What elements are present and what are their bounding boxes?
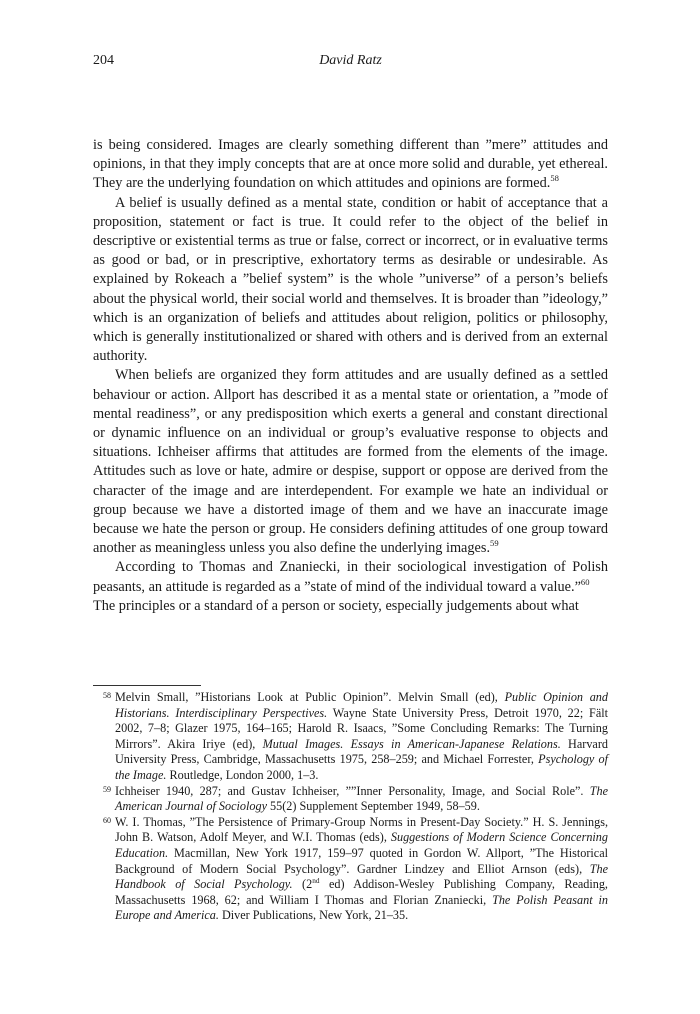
running-head: David Ratz <box>319 53 382 68</box>
paragraph-2 <box>93 194 608 367</box>
footnote-text: Diver Publications, New York, 21–35. <box>218 908 409 923</box>
footnote-title: Mutual Images. Essays in American-Japanese Relations. <box>262 736 561 751</box>
footnote-mark: 59 <box>103 784 111 794</box>
paragraph-text: When beliefs are organized they form attitudes and are usually defined as a settled behaviour or action. Allport has described it as a mental state or orientation, a ”mode of mental readiness”, or any predisposition which exerts a general and constant directional or dynamic influence on an individual or group’s evaluative response to objects and situations. Ichheiser affirms that attitudes are formed from the elements of the image. Attitudes such as love or hate, admire or despise, support or oppose are derived from the character of the image and are interdependent. For example we hate an individual or group because we have a distorted image of them and we have an inaccurate image because we hate the person or group. He considers defining attitudes of one group toward another as meaningless unless you also define the underlying images. <box>93 367 608 557</box>
paragraph-4 <box>93 558 608 616</box>
footnote-text: Harvard University Press, Cambridge, Massachusetts 1975, 258–259; and Michael Forrester, <box>115 736 608 767</box>
footnote-59 <box>93 784 608 815</box>
body-text <box>93 136 608 616</box>
footnote-title: Suggestions of Modern Science Concerning Education. <box>115 830 608 860</box>
footnote-text: Routledge, London 2000, 1–3. <box>166 767 319 782</box>
footnote-58 <box>93 690 608 784</box>
footnote-title: Psychology of the Image. <box>115 752 608 782</box>
footnote-60 <box>93 815 608 924</box>
footnote-text: Macmillan, New York 1917, 159–97 quoted in Gordon W. Allport, ”The Historical Background of Modern Social Psychology”. Gardner Lindzey and Elliot Arnson (eds), <box>115 845 608 876</box>
footnote-title: The Polish Peasant in Europe and America. <box>115 892 608 923</box>
footnote-mark: 58 <box>103 691 111 700</box>
paragraph-text: According to Thomas and Znaniecki, in their sociological investigation of Polish peasants, an attitude is regarded as a ”state of mind of the individual toward a value.” <box>93 559 608 595</box>
footnote-ref[interactable]: 58 <box>550 173 559 184</box>
paragraph-1 <box>93 136 608 194</box>
footnote-text: (2 <box>292 877 313 892</box>
footnote-title: The American Journal of Sociology <box>115 783 608 814</box>
paragraph-text: The principles or a standard of a person or society, especially judgements about what <box>93 597 579 614</box>
footnote-text: 55(2) Supplement September 1949, 58–59. <box>266 799 480 814</box>
page-header <box>93 53 608 73</box>
footnote-text: ed) Addison-Wesley Publishing Company, Reading, Massachusetts 1968, 62; and William I Thomas and Florian Znaniecki, <box>115 877 608 907</box>
footnote-text: W. I. Thomas, ”The Persistence of Primary-Group Norms in Present-Day Society.” H. S. Jennings, John B. Watson, Adolf Meyer, and W.I. Thomas (eds), <box>115 814 608 845</box>
paragraph-3 <box>93 366 608 558</box>
footnote-text: Wayne State University Press, Detroit 1970, 22; Fält 2002, 7–8; Glazer 1975, 164–165; Harold R. Isaacs, ”Some Concluding Remarks: The Turning Mirrors”. Akira Iriye (ed), <box>115 705 608 751</box>
footnote-text: Melvin Small, ”Historians Look at Public Opinion”. Melvin Small (ed), <box>115 690 505 704</box>
footnote-title: Public Opinion and Historians. Interdisciplinary Perspectives. <box>115 690 608 720</box>
footnote-superscript: nd <box>312 876 320 886</box>
footnote-ref[interactable]: 59 <box>490 538 499 549</box>
footnotes <box>93 690 608 924</box>
footnote-title: The Handbook of Social Psychology. <box>115 861 608 892</box>
footnote-ref[interactable]: 60 <box>580 576 590 587</box>
footnote-divider <box>93 685 201 686</box>
page-number: 204 <box>93 53 114 68</box>
paragraph-text: is being considered. Images are clearly something different than ”mere” attitudes and opinions, in that they imply concepts that are at once more solid and durable, yet ethereal. They are the underlying foundation on which attitudes and opinions are formed. <box>93 137 608 192</box>
paragraph-text: A belief is usually defined as a mental state, condition or habit of acceptance that a proposition, statement or fact is true. It could refer to the object of the belief in descriptive or existential terms as true or false, correct or incorrect, or in evaluative terms as good or bad, or in prescriptive, exhortatory terms as desirable or undesirable. As explained by Rokeach a ”belief system” is the whole ”universe” of a person’s beliefs about the physical world, their social world and themselves. It is broader than ”ideology,” which is an organization of beliefs and attitudes about religion, politics or philosophy, which is generally institutionalized or shared with others and is derived from an external authority. <box>93 194 608 365</box>
footnote-mark: 60 <box>103 815 111 825</box>
footnote-text: Ichheiser 1940, 287; and Gustav Ichheiser, ””Inner Personality, Image, and Social Role”. <box>115 783 590 798</box>
